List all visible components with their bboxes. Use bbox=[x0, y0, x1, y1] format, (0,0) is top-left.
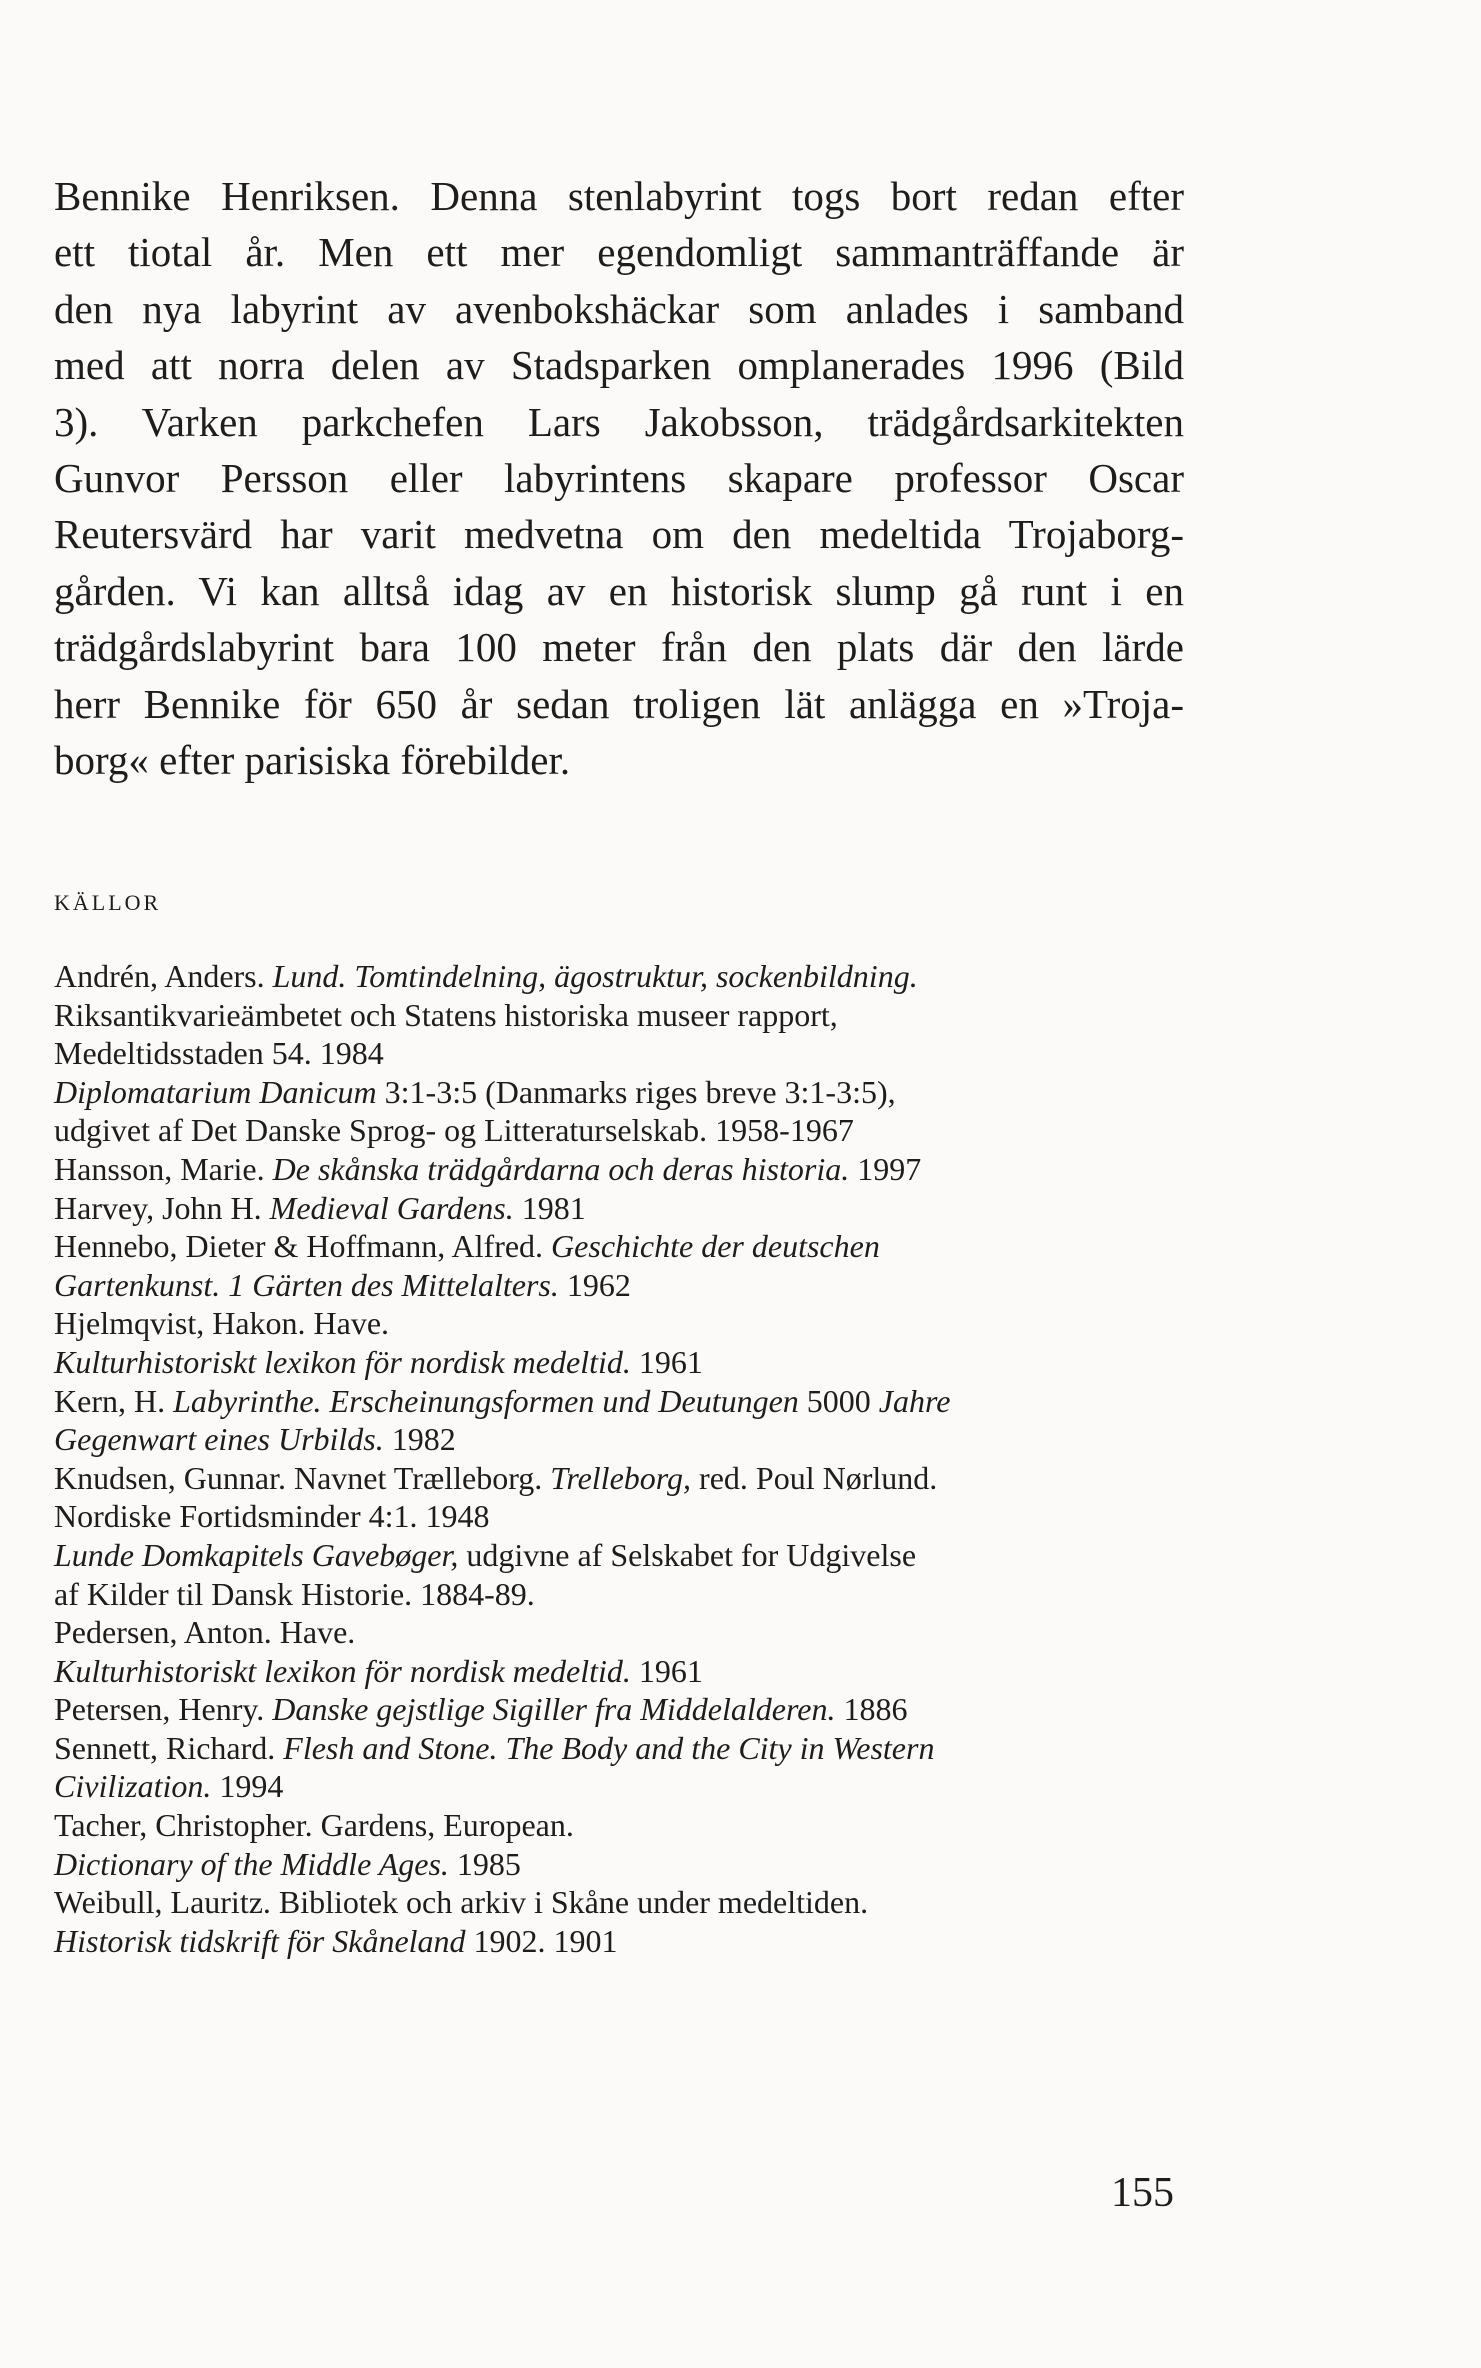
body-line: gården. Vi kan alltså idag av en historisk slump gå runt i en bbox=[54, 567, 1184, 614]
reference-line bbox=[54, 1922, 1184, 1961]
reference-line bbox=[54, 1034, 1184, 1073]
reference-line bbox=[54, 1343, 1184, 1382]
reference-title: Trelleborg, bbox=[550, 1459, 692, 1496]
reference-line bbox=[54, 1497, 1184, 1536]
reference-text: Sennett, Richard. bbox=[54, 1729, 284, 1766]
reference-text: Nordiske Fortidsminder 4:1. 1948 bbox=[54, 1498, 490, 1535]
reference-line bbox=[54, 1189, 1184, 1228]
reference-line bbox=[54, 996, 1184, 1035]
body-line: den nya labyrint av avenbokshäckar som anlades i samband bbox=[54, 285, 1184, 332]
body-line: med att norra delen av Stadsparken omplanerades 1996 (Bild bbox=[54, 342, 1184, 389]
reference-text: 1961 bbox=[630, 1343, 703, 1380]
reference-title: Flesh and Stone. The Body and the City in Western bbox=[283, 1729, 935, 1766]
reference-title: Geschichte der deutschen bbox=[551, 1228, 880, 1265]
reference-text: Harvey, John H. bbox=[54, 1189, 270, 1226]
reference-text: 1997 bbox=[849, 1150, 922, 1187]
reference-title: Diplomatarium Danicum bbox=[54, 1073, 377, 1110]
body-line: borg« efter parisiska förebilder. bbox=[54, 737, 571, 784]
reference-title: Civilization. bbox=[54, 1768, 212, 1805]
reference-text: Tacher, Christopher. Gardens, European. bbox=[54, 1807, 574, 1844]
reference-title: De skånska trädgårdarna och deras historia. bbox=[272, 1150, 850, 1187]
reference-text: 1961 bbox=[630, 1652, 703, 1689]
reference-text: 1981 bbox=[513, 1189, 586, 1226]
reference-list bbox=[54, 957, 1184, 1960]
reference-text: Medeltidsstaden 54. 1984 bbox=[54, 1035, 384, 1072]
reference-text: Kern, H. bbox=[54, 1382, 174, 1419]
reference-line bbox=[54, 1690, 1184, 1729]
reference-line bbox=[54, 1883, 1184, 1922]
reference-title: Gegenwart eines Urbilds. bbox=[54, 1421, 384, 1458]
reference-title: Lunde Domkapitels Gavebøger, bbox=[54, 1536, 459, 1573]
body-line: Gunvor Persson eller labyrintens skapare professor Oscar bbox=[54, 455, 1184, 502]
reference-text: Riksantikvarieämbetet och Statens historiska museer rapport, bbox=[54, 996, 838, 1033]
body-line: trädgårdslabyrint bara 100 meter från den plats där den lärde bbox=[54, 624, 1184, 671]
reference-line bbox=[54, 1382, 1184, 1421]
reference-text: 1902. 1901 bbox=[465, 1922, 618, 1959]
reference-title: Medieval Gardens. bbox=[269, 1189, 514, 1226]
body-line: Bennike Henriksen. Denna stenlabyrint togs bort redan efter bbox=[54, 173, 1184, 219]
reference-text: Hansson, Marie. bbox=[54, 1150, 273, 1187]
reference-line bbox=[54, 1845, 1184, 1884]
reference-line bbox=[54, 1729, 1184, 1768]
reference-title: Kulturhistoriskt lexikon för nordisk medeltid. bbox=[54, 1343, 631, 1380]
reference-text: 1985 bbox=[448, 1845, 521, 1882]
body-line: 3). Varken parkchefen Lars Jakobsson, trädgårdsarkitekten bbox=[54, 398, 1184, 445]
reference-text: Andrén, Anders. bbox=[54, 958, 273, 994]
reference-text: Hennebo, Dieter & Hoffmann, Alfred. bbox=[54, 1228, 552, 1265]
reference-title: Labyrinthe. Erscheinungsformen und Deutungen bbox=[173, 1382, 799, 1419]
reference-text: 1886 bbox=[835, 1691, 908, 1728]
reference-line bbox=[54, 1150, 1184, 1189]
reference-text: Knudsen, Gunnar. Navnet Trælleborg. bbox=[54, 1459, 551, 1496]
reference-line bbox=[54, 1613, 1184, 1652]
reference-text: 1962 bbox=[558, 1266, 631, 1303]
reference-text: Hjelmqvist, Hakon. Have. bbox=[54, 1305, 390, 1342]
reference-line bbox=[54, 1806, 1184, 1845]
reference-text: af Kilder til Dansk Historie. 1884-89. bbox=[54, 1575, 535, 1612]
reference-text: udgivne af Selskabet for Udgivelse bbox=[458, 1536, 917, 1573]
reference-line bbox=[54, 1227, 1184, 1266]
body-line: ett tiotal år. Men ett mer egendomligt sammanträffande är bbox=[54, 229, 1184, 276]
reference-text: 1982 bbox=[383, 1421, 456, 1458]
reference-title: Historisk tidskrift för Skåneland bbox=[54, 1922, 466, 1959]
reference-line bbox=[54, 1459, 1184, 1498]
reference-title: Gartenkunst. 1 Gärten des Mittelalters. bbox=[54, 1266, 559, 1303]
reference-text: Weibull, Lauritz. Bibliotek och arkiv i Skåne under medeltiden. bbox=[54, 1884, 869, 1921]
reference-title: Dictionary of the Middle Ages. bbox=[54, 1845, 449, 1882]
reference-line bbox=[54, 1767, 1184, 1806]
reference-title: Kulturhistoriskt lexikon för nordisk medeltid. bbox=[54, 1652, 631, 1689]
reference-text: 1994 bbox=[211, 1768, 284, 1805]
reference-text: Petersen, Henry. bbox=[54, 1691, 273, 1728]
body-paragraph bbox=[54, 168, 1184, 788]
reference-line bbox=[54, 1073, 1184, 1112]
body-line: herr Bennike för 650 år sedan troligen lät anlägga en »Troja- bbox=[54, 680, 1184, 727]
reference-text: Pedersen, Anton. Have. bbox=[54, 1614, 356, 1651]
reference-line bbox=[54, 1304, 1184, 1343]
reference-title: Danske gejstlige Sigiller fra Middelalderen. bbox=[272, 1691, 836, 1728]
reference-text: red. Poul Nørlund. bbox=[691, 1459, 938, 1496]
reference-text: udgivet af Det Danske Sprog- og Litteraturselskab. 1958-1967 bbox=[54, 1112, 854, 1149]
reference-title: Jahre bbox=[878, 1382, 951, 1419]
reference-title: Lund. Tomtindelning, ägostruktur, sockenbildning. bbox=[272, 958, 918, 994]
reference-text: 5000 bbox=[798, 1382, 879, 1419]
sources-heading: KÄLLOR bbox=[54, 890, 162, 915]
reference-line bbox=[54, 1111, 1184, 1150]
body-line: Reutersvärd har varit medvetna om den medeltida Trojaborg- bbox=[54, 511, 1184, 558]
reference-line bbox=[54, 1652, 1184, 1691]
page-number: 155 bbox=[1111, 2170, 1174, 2216]
reference-line bbox=[54, 957, 1184, 996]
reference-line bbox=[54, 1420, 1184, 1459]
reference-line bbox=[54, 1536, 1184, 1575]
reference-text: 3:1-3:5 (Danmarks riges breve 3:1-3:5), bbox=[376, 1073, 896, 1110]
reference-line bbox=[54, 1266, 1184, 1305]
reference-line bbox=[54, 1575, 1184, 1614]
